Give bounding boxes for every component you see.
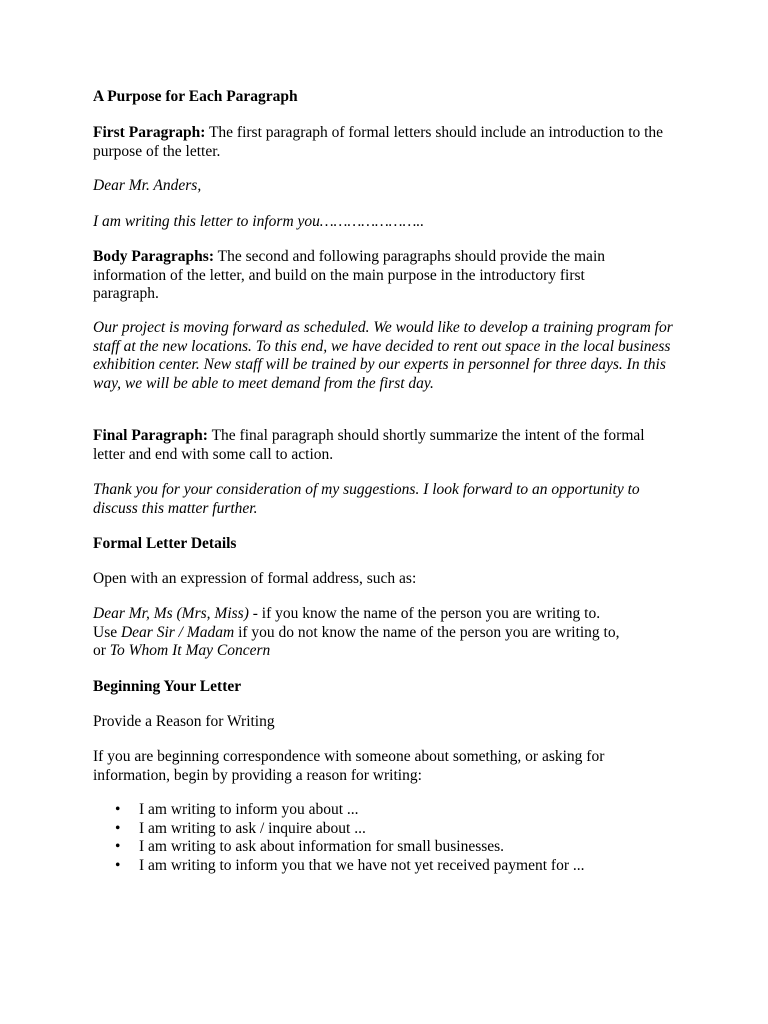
- body-paragraphs-label: Body Paragraphs:: [93, 248, 214, 265]
- reason-phrases-list: [93, 801, 739, 875]
- final-paragraph-label: Final Paragraph:: [93, 427, 208, 444]
- first-paragraph-label: First Paragraph:: [93, 124, 206, 141]
- list-item: • I am writing to inform you about ...: [139, 801, 739, 820]
- example-opening: I am writing this letter to inform you…………………..: [93, 213, 425, 230]
- address-options: [93, 605, 693, 661]
- list-item: • I am writing to ask about information for small businesses.: [139, 838, 739, 857]
- address-option-1-note: - if you know the name of the person you are writing to.: [248, 605, 601, 622]
- address-option-1: Dear Mr, Ms (Mrs, Miss): [93, 605, 249, 622]
- address-intro: Open with an expression of formal address, such as:: [93, 570, 417, 587]
- or-word: or: [93, 642, 110, 659]
- address-option-2: Dear Sir / Madam: [120, 623, 235, 641]
- first-paragraph-description: [93, 124, 683, 161]
- example-salutation: Dear Mr. Anders,: [93, 177, 202, 194]
- body-paragraphs-text: The second and following paragraphs should provide the main information of the letter, and build on the main purpose in the introductory first paragraph.: [93, 248, 605, 302]
- final-paragraph-text: The final paragraph should shortly summarize the intent of the formal letter and end with some call to action.: [93, 427, 645, 463]
- heading-beginning-your-letter: Beginning Your Letter: [93, 678, 242, 695]
- reason-intro: If you are beginning correspondence with someone about something, or asking for information, begin by providing a reason for writing:: [93, 748, 605, 784]
- body-paragraphs-description: [93, 248, 653, 304]
- list-item: • I am writing to ask / inquire about ...: [139, 820, 739, 839]
- example-body: Our project is moving forward as scheduled. We would like to develop a training program for staff at the new locations. To this end, we have decided to rent out space in the local business exhibition center. New staff will be trained by our experts in personnel for three days. In this way, we will be able to meet demand from the first day.: [93, 319, 673, 392]
- heading-purpose: A Purpose for Each Paragraph: [93, 88, 298, 105]
- address-option-known: [93, 605, 693, 624]
- first-paragraph-text: The first paragraph of formal letters should include an introduction to the purpose of the letter.: [93, 124, 664, 160]
- address-option-unknown: [93, 624, 693, 643]
- address-option-3: To Whom It May Concern: [109, 642, 271, 659]
- use-word: Use: [93, 623, 121, 641]
- list-item: • I am writing to inform you that we have not yet received payment for ...: [139, 857, 739, 876]
- address-option-general: [93, 642, 693, 661]
- address-option-2-note: if you do not know the name of the person you are writing to,: [234, 623, 620, 641]
- reason-subheading: Provide a Reason for Writing: [93, 713, 275, 730]
- final-paragraph-description: [93, 427, 653, 464]
- example-closing: Thank you for your consideration of my suggestions. I look forward to an opportunity to discuss this matter further.: [93, 481, 640, 517]
- heading-formal-letter-details: Formal Letter Details: [93, 535, 237, 552]
